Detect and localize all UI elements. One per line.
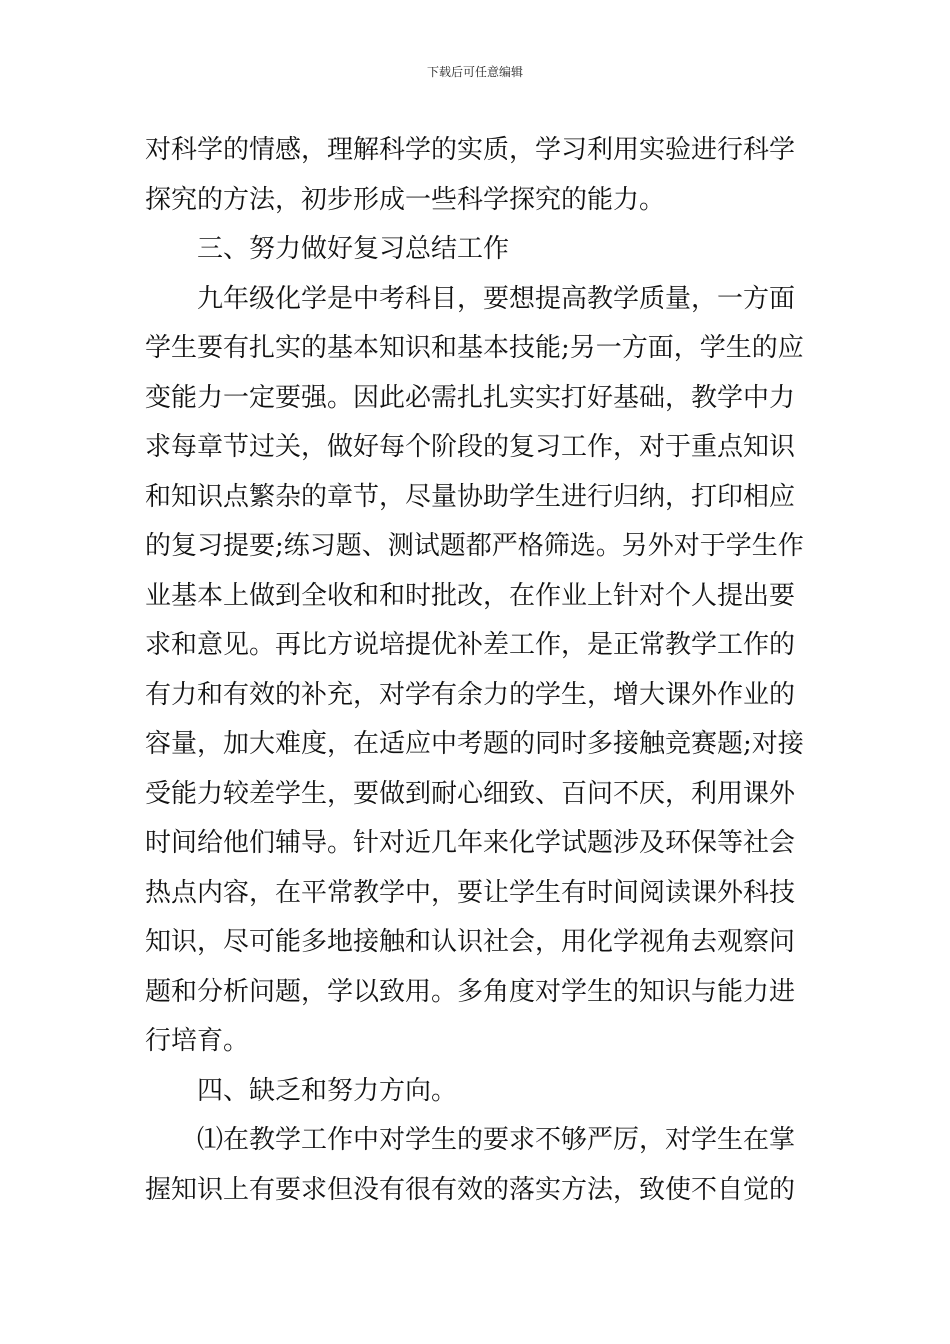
text-line: 探究的方法，初步形成一些科学探究的能力。 (145, 184, 666, 215)
text-line: 握知识上有要求但没有很有效的落实方法，致使不自觉的 (145, 1174, 796, 1205)
text-line: 知识，尽可能多地接触和认识社会，用化学视角去观察问 (145, 927, 796, 957)
text-line: 行培育。 (145, 1026, 250, 1056)
text-line: 受能力较差学生，要做到耐心细致、百问不厌，利用课外 (145, 778, 796, 809)
paragraph-first-line: ⑴在教学工作中对学生的要求不够严厉，对学生在掌 (197, 1125, 796, 1155)
text-line: 学生要有扎实的基本知识和基本技能;另一方面，学生的应 (145, 333, 804, 363)
page-header: 下载后可任意编辑 (426, 65, 523, 79)
text-line: 有力和有效的补充，对学有余力的学生，增大课外作业的 (145, 679, 796, 710)
text-line: 时间给他们辅导。针对近几年来化学试题涉及环保等社会 (145, 828, 796, 858)
text-line: 求和意见。再比方说培提优补差工作，是正常教学工作的 (145, 630, 796, 660)
document-body (145, 126, 807, 1215)
paragraph-first-line: 九年级化学是中考科目，要想提高教学质量，一方面 (197, 283, 796, 314)
text-line: 容量，加大难度，在适应中考题的同时多接触竞赛题;对接 (145, 729, 804, 759)
text-line: 业基本上做到全收和和时批改，在作业上针对个人提出要 (145, 580, 796, 611)
text-line: 求每章节过关，做好每个阶段的复习工作，对于重点知识 (145, 432, 796, 462)
text-line: 题和分析问题，学以致用。多角度对学生的知识与能力进 (145, 976, 796, 1007)
text-line: 变能力一定要强。因此必需扎扎实实打好基础，教学中力 (145, 382, 796, 413)
section-heading: 三、努力做好复习总结工作 (197, 234, 510, 264)
text-line: 对科学的情感，理解科学的实质，学习利用实验进行科学 (145, 135, 796, 165)
text-line: 热点内容，在平常教学中，要让学生有时间阅读课外科技 (145, 877, 796, 908)
section-heading: 四、缺乏和努力方向。 (197, 1075, 458, 1106)
text-line: 和知识点繁杂的章节，尽量协助学生进行归纳，打印相应 (145, 481, 796, 512)
text-line: 的复习提要;练习题、测试题都严格筛选。另外对于学生作 (145, 531, 804, 561)
